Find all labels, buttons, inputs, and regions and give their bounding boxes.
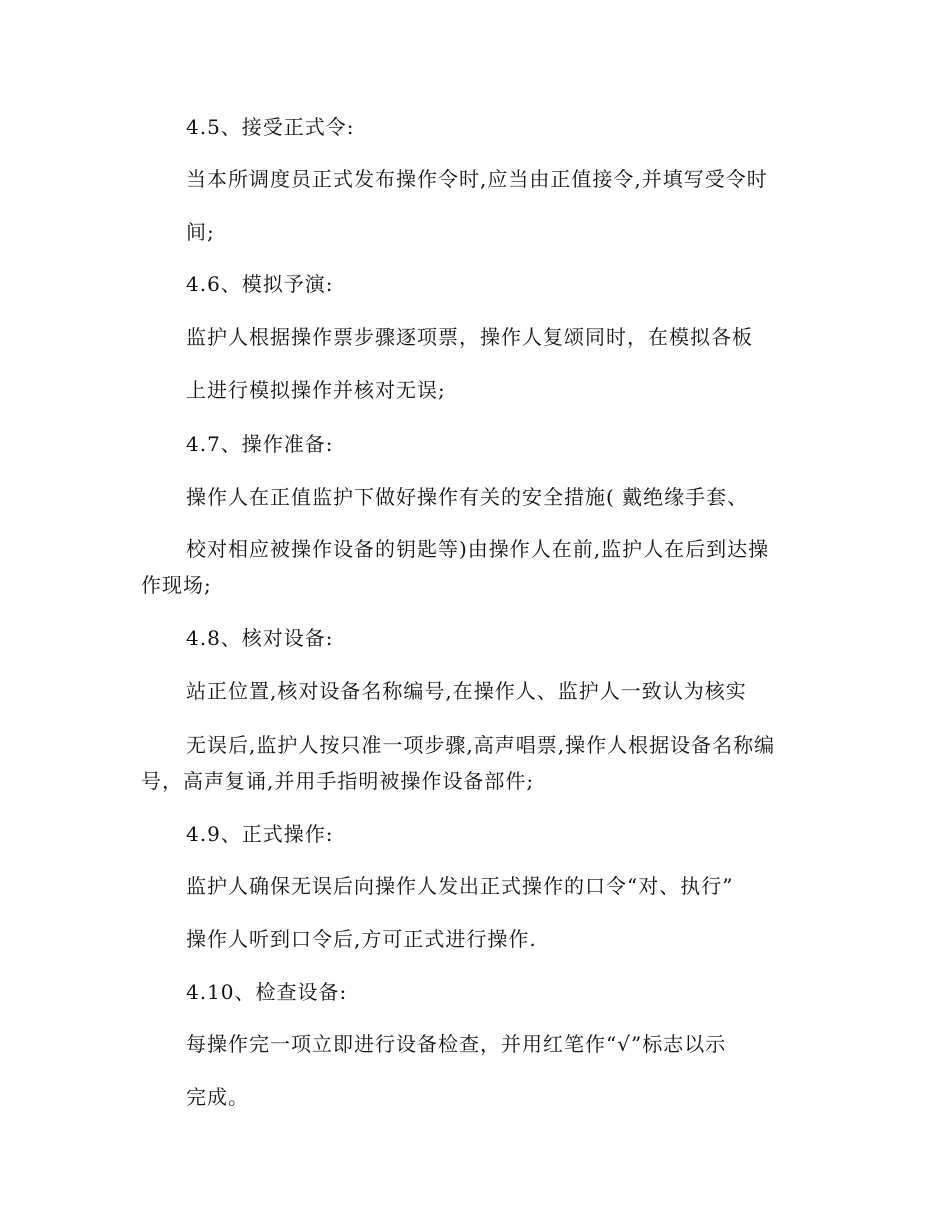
paragraph-line: 监护人根据操作票步骤逐项票，操作人复颂同时，在模拟各板	[186, 325, 753, 349]
paragraph-line: 无误后,监护人按只准一项步骤,高声唱票,操作人根据设备名称编	[186, 733, 776, 757]
paragraph-line: 上进行模拟操作并核对无误;	[186, 378, 446, 402]
paragraph-line: 当本所调度员正式发布操作令时,应当由正值接令,并填写受令时	[186, 167, 768, 191]
paragraph-line: 间;	[186, 220, 215, 244]
paragraph-line: 操作人在正值监护下做好操作有关的安全措施( 戴绝缘手套、	[186, 485, 749, 509]
heading-4-10: 4.10、检查设备:	[186, 980, 348, 1004]
heading-4-9: 4.9、正式操作:	[186, 822, 334, 846]
paragraph-line: 号，高声复诵,并用手指明被操作设备部件;	[141, 769, 535, 793]
paragraph-line: 校对相应被操作设备的钥匙等)由操作人在前,监护人在后到达操	[186, 537, 770, 561]
paragraph-line: 监护人确保无误后向操作人发出正式操作的口令“对、执行”	[186, 874, 734, 898]
paragraph-line: 作现场;	[141, 573, 212, 597]
paragraph-line: 操作人听到口令后,方可正式进行操作.	[186, 927, 537, 951]
paragraph-line: 每操作完一项立即进行设备检查，并用红笔作“√”标志以示	[186, 1032, 727, 1056]
paragraph-line: 站正位置,核对设备名称编号,在操作人、监护人一致认为核实	[186, 679, 747, 703]
heading-4-6: 4.6、模拟予演:	[186, 272, 334, 296]
heading-4-5: 4.5、接受正式令:	[186, 115, 355, 139]
paragraph-line: 完成。	[186, 1085, 249, 1109]
heading-4-8: 4.8、核对设备:	[186, 626, 334, 650]
heading-4-7: 4.7、操作准备:	[186, 432, 334, 456]
